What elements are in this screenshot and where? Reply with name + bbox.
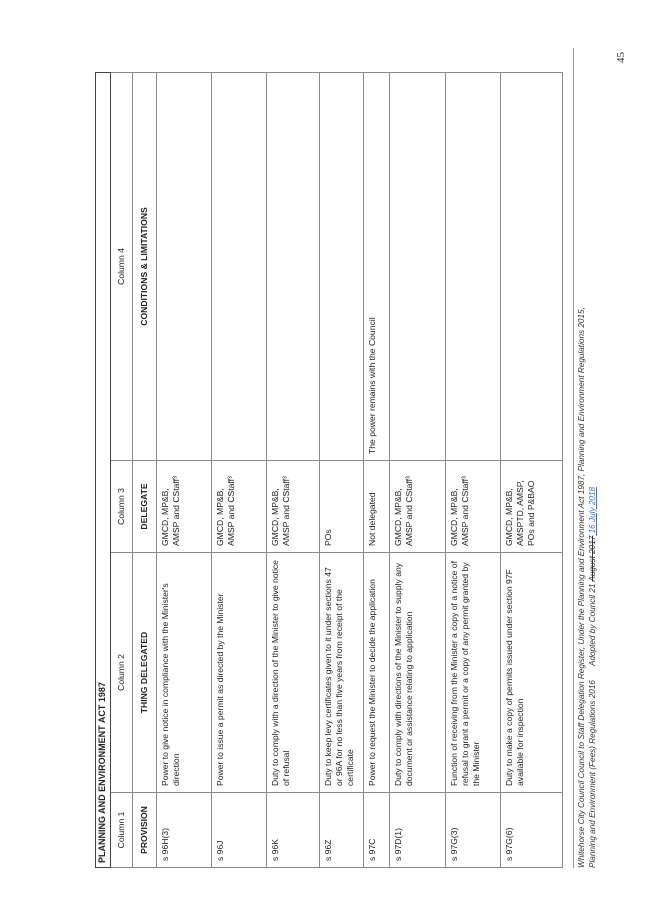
- conditions-cell: [211, 72, 266, 460]
- table-row: [211, 72, 266, 867]
- thing-delegated-header: THING DELEGATED: [132, 553, 156, 793]
- conditions-cell: [500, 72, 562, 460]
- conditions-header: CONDITIONS & LIMITATIONS: [132, 72, 156, 460]
- thing-delegated-cell: Duty to keep levy certificates given to it under sections 47 or 96A for no less than five years from receipt of the certificate: [319, 553, 363, 793]
- provision-cell: s 96H(3): [156, 793, 211, 868]
- footer-inserted-date: 16 July 2018: [587, 486, 597, 536]
- conditions-cell: [445, 72, 500, 460]
- delegate-cell: GMCD, MP&B, AMSP and CStaff³: [389, 461, 445, 553]
- table-row: [156, 72, 211, 867]
- thing-delegated-cell: Duty to make a copy of permits issued under section 97F available for inspection: [500, 553, 562, 793]
- delegate-cell: POs: [319, 461, 363, 553]
- conditions-cell: The power remains with the Council: [363, 72, 389, 460]
- delegate-cell: GMCD, MP&B, AMSP and CStaff³: [266, 461, 319, 553]
- footer-struck-date: August 2017: [587, 535, 597, 582]
- table-row: [319, 72, 363, 867]
- provision-cell: s 96K: [266, 793, 319, 868]
- thing-delegated-cell: Power to give notice in compliance with the Minister's direction: [156, 553, 211, 793]
- delegation-register-table: [95, 72, 563, 868]
- footer-regulations: Planning and Environment (Fees) Regulations 2016: [587, 680, 597, 868]
- provision-cell: s 97D(1): [389, 793, 445, 868]
- table-row: [266, 72, 319, 867]
- delegate-header: DELEGATE: [132, 461, 156, 553]
- thing-delegated-cell: Power to request the Minister to decide the application: [363, 553, 389, 793]
- column-4-header: Column 4: [110, 72, 132, 460]
- delegate-cell: Not delegated: [363, 461, 389, 553]
- provision-cell: s 97G(6): [500, 793, 562, 868]
- provision-cell: s 96J: [211, 793, 266, 868]
- footer-line-1: Whitehorse City Council Council to Staff Delegation Register, Under the Planning and Environment Act 1987, Planning and Environment Regulations 2015,: [577, 307, 586, 868]
- table-row: [445, 72, 500, 867]
- footer-line-2: [588, 48, 599, 868]
- provision-cell: s 97G(3): [445, 793, 500, 868]
- conditions-cell: [266, 72, 319, 460]
- act-title: PLANNING AND ENVIRONMENT ACT 1987: [96, 72, 111, 867]
- delegate-cell: GMCD, MP&B, AMSPTD, AMSP, POs and P&BAO: [500, 461, 562, 553]
- thing-delegated-cell: Duty to comply with a direction of the Minister to give notice of refusal: [266, 553, 319, 793]
- column-1-header: Column 1: [110, 793, 132, 868]
- table-row: [363, 72, 389, 867]
- conditions-cell: [389, 72, 445, 460]
- provision-cell: s 96Z: [319, 793, 363, 868]
- page-footer: [573, 48, 598, 868]
- delegate-cell: GMCD, MP&B, AMSP and CStaff³: [445, 461, 500, 553]
- column-3-header: Column 3: [110, 461, 132, 553]
- delegate-cell: GMCD, MP&B, AMSP and CStaff³: [156, 461, 211, 553]
- thing-delegated-cell: Power to issue a permit as directed by the Minister: [211, 553, 266, 793]
- provision-cell: s 97C: [363, 793, 389, 868]
- table-row: [500, 72, 562, 867]
- thing-delegated-cell: Duty to comply with directions of the Minister to supply any document or assistance relating to application: [389, 553, 445, 793]
- table-row: [389, 72, 445, 867]
- provision-header: PROVISION: [132, 793, 156, 868]
- page-number: 45: [615, 52, 627, 63]
- delegate-cell: GMCD, MP&B, AMSP and CStaff³: [211, 461, 266, 553]
- thing-delegated-cell: Function of receiving from the Minister a copy of a notice of refusal to grant a permit or a copy of any permit granted by the Minister: [445, 553, 500, 793]
- footer-adopted: Adopted by Council 21: [587, 583, 597, 667]
- conditions-cell: [156, 72, 211, 460]
- conditions-cell: [319, 72, 363, 460]
- column-2-header: Column 2: [110, 553, 132, 793]
